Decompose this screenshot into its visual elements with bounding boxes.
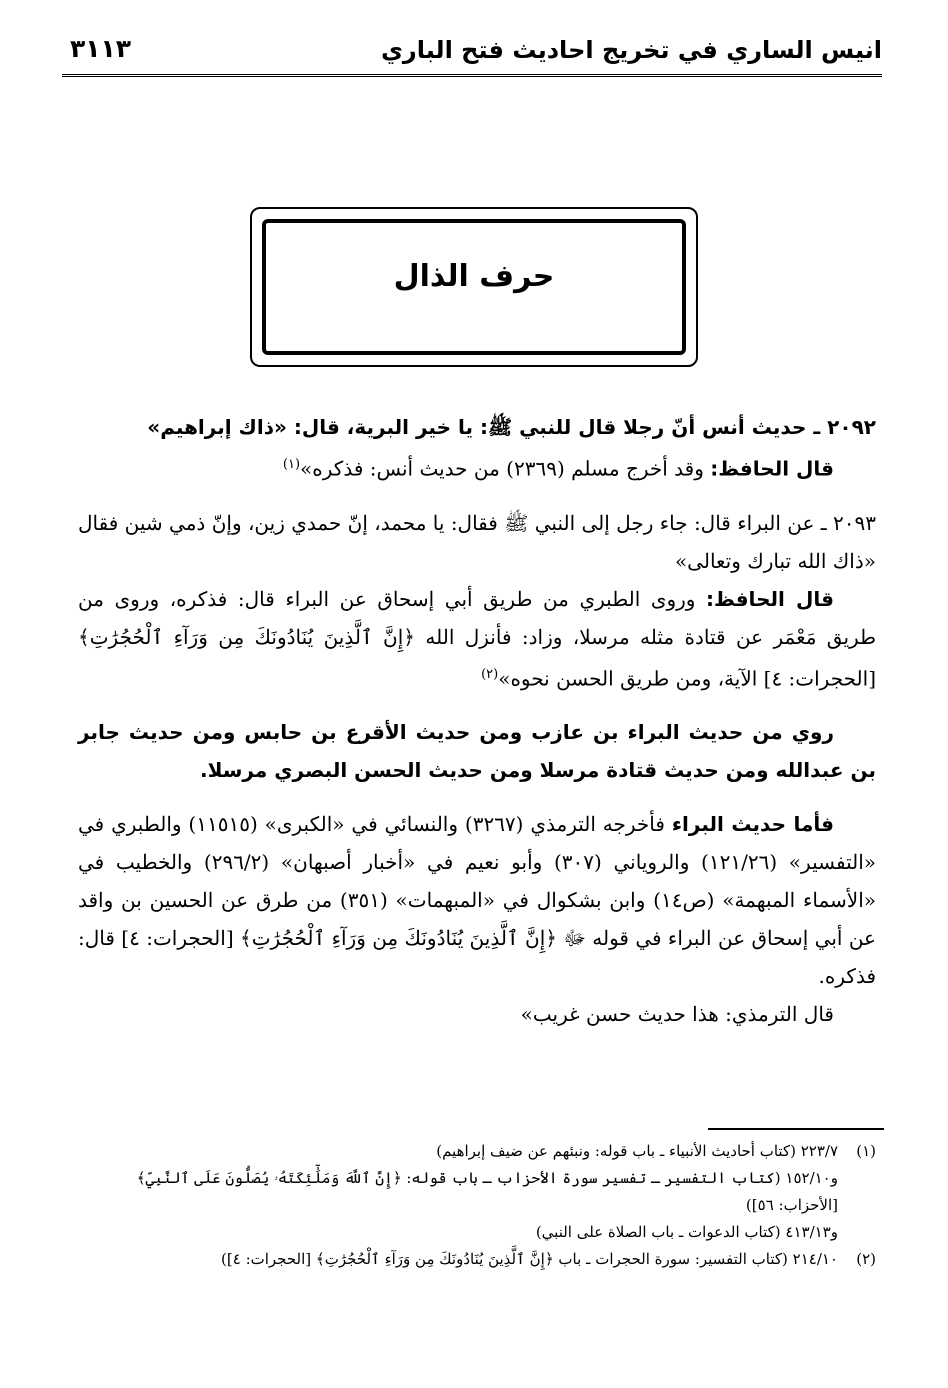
footnote-ref-2: (٢) [481,666,499,682]
page-number: ٣١١٣ [70,34,132,63]
footnote-line: ٢١٤/١٠ (كتاب التفسير: سورة الحجرات ـ باب ﴿إِنَّ ٱلَّذِينَ يُنَادُونَكَ مِن وَرَآءِ ٱلْحُجُرَٰتِ﴾ [الحجرات: ٤]) [221,1250,838,1268]
hafiz-label: قال الحافظ: [710,456,834,481]
footnote-body [78,1246,838,1273]
footnote-separator [708,1128,884,1130]
chapter-title-frame [250,207,698,367]
footnote-line: [الأحزاب: ٥٦]) [745,1196,838,1214]
footnote-number: (٢) [856,1250,876,1268]
main-text [78,408,876,1033]
hafiz-text: وقد أخرج مسلم (٢٣٦٩) من حديث أنس: فذكره» [300,456,711,481]
footnotes [78,1138,876,1273]
hafiz-label: قال الحافظ: [706,586,834,611]
narration-summary: روي من حديث البراء بن عازب ومن حديث الأقرع بن حابس ومن حديث جابر بن عبدالله ومن حديث قتادة مرسلا ومن حديث الحسن البصري مرسلا. [78,720,876,783]
chapter-title: حرف الذال [393,259,555,294]
hadith-2093: ٢٠٩٣ ـ عن البراء قال: جاء رجل إلى النبي ﷺ فقال: يا محمد، إنّ حمدي زين، وإنّ ذمي شين فقال «ذاك الله تبارك وتعالى» [78,510,876,573]
footnote-line: و١٥٢/١٠ (كتاب التفسير ـ تفسير سورة الأحزاب ـ باب قوله: ﴿إِنَّ ٱللَّهَ وَمَلَٰٓئِكَتَهُۥ يُصَلُّونَ عَلَى ٱلنَّبِيِّ﴾ [136,1169,838,1187]
running-header [62,28,882,77]
hafiz-note-2092 [78,446,876,488]
hadith-2092: ٢٠٩٢ ـ حديث أنس أنّ رجلا قال للنبي ﷺ: يا خير البرية، قال: «ذاك إبراهيم» [147,415,876,439]
hafiz-note-2093 [78,580,876,698]
footnote-number: (١) [856,1142,876,1160]
hafiz-text: وروى الطبري من طريق أبي إسحاق عن البراء قال: فذكره، وروى من طريق مَعْمَر عن قتادة مثله مرسلا، وزاد: فأنزل الله ﴿إِنَّ ٱلَّذِينَ يُنَادُونَكَ مِن وَرَآءِ ٱلْحُجُرَٰتِ﴾ [الحجرات: ٤] الآية، ومن طريق الحسن نحوه» [78,586,876,691]
book-title: انيس الساري في تخريج احاديث فتح الباري [380,36,882,64]
takhrij-text: فأخرجه الترمذي (٣٢٦٧) والنسائي في «الكبرى» (١١٥١٥) والطبري في «التفسير» (١٢١/٢٦) والروياني (٣٠٧) وأبو نعيم في «أخبار أصبهان» (٢٩٦/٢) والخطيب في «الأسماء المبهمة» (ص١٤) وابن بشكوال في «المبهمات» (٣٥١) من طرق عن الحسين بن واقد عن أبي إسحاق عن البراء في قوله ﷻ ﴿إِنَّ ٱلَّذِينَ يُنَادُونَكَ مِن وَرَآءِ ٱلْحُجُرَٰتِ﴾ [الحجرات: ٤] قال: فذكره. [78,812,876,989]
footnote-line: ٢٢٣/٧ (كتاب أحاديث الأنبياء ـ باب قوله: ونبئهم عن ضيف إبراهيم) [436,1142,838,1160]
takhrij-lead: فأما حديث البراء [671,812,834,837]
footnote-2 [78,1246,876,1273]
footnote-body [78,1138,838,1246]
footnote-ref-1: (١) [282,457,301,472]
footnote-1 [78,1138,876,1246]
tirmidhi-verdict: قال الترمذي: هذا حديث حسن غريب» [520,1002,834,1027]
takhrij-paragraph [78,805,876,995]
footnote-line: و٤١٣/١٣ (كتاب الدعوات ـ باب الصلاة على النبي) [535,1223,838,1241]
